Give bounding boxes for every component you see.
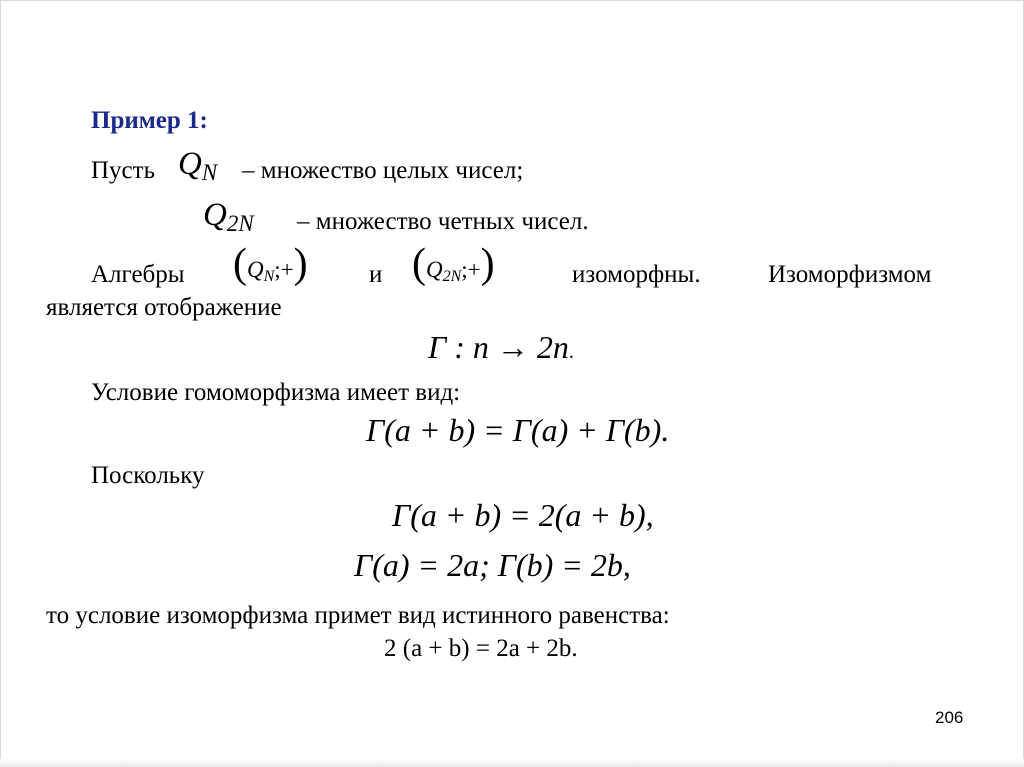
formula-mapping-body: Γ : n → 2n [428, 329, 569, 365]
right-paren-1: ) [293, 241, 308, 287]
algebra-word: Алгебры [91, 261, 185, 288]
page-number: 206 [935, 708, 964, 727]
formula-homomorphism: Γ(a + b) = Γ(a) + Γ(b). [366, 412, 670, 448]
set-q2n-letter: Q [203, 197, 227, 233]
final-equation: 2 (a + b) = 2a + 2b. [384, 635, 578, 662]
line1-text: – множество целых чисел; [242, 157, 524, 184]
algebra-q2n-ops: ;+ [461, 257, 481, 282]
isomorphic-word: изоморфны. [572, 261, 701, 288]
formula-since-1: Γ(a + b) = 2(a + b), [392, 497, 654, 533]
line2-text: – множество четных чисел. [297, 208, 589, 235]
left-paren-2: ( [412, 241, 426, 287]
algebra-q2n-sub: 2N [442, 268, 462, 286]
set-q2n-sub: 2N [226, 211, 254, 236]
formula-since-2: Γ(a) = 2a; Γ(b) = 2b, [354, 547, 631, 583]
algebra-qn [233, 240, 308, 288]
line1-prefix: Пусть [91, 157, 155, 184]
condition-text: Условие гомоморфизма имеет вид: [91, 379, 461, 406]
conclusion-text: то условие изоморфизма примет вид истинного равенства: [46, 602, 670, 629]
set-qn [178, 146, 217, 186]
mapping-text: является отображение [46, 294, 282, 321]
algebra-qn-sub: N [263, 268, 275, 286]
algebra-q2n [412, 240, 495, 288]
since-text: Поскольку [91, 462, 205, 489]
and-word: и [369, 261, 383, 288]
formula-mapping [428, 331, 574, 363]
isomorphism-word: Изоморфизмом [768, 261, 932, 288]
algebra-q2n-letter: Q [426, 257, 443, 282]
left-paren-1: ( [233, 241, 247, 287]
formula-mapping-dot: . [568, 341, 574, 363]
slide-bottom-shadow [0, 759, 1024, 767]
set-q2n [203, 197, 254, 237]
set-qn-letter: Q [178, 146, 202, 182]
example-title: Пример 1: [91, 107, 208, 134]
algebra-qn-letter: Q [247, 257, 264, 282]
algebra-qn-ops: ;+ [274, 257, 294, 282]
set-qn-sub: N [201, 160, 218, 185]
right-paren-2: ) [480, 241, 495, 287]
